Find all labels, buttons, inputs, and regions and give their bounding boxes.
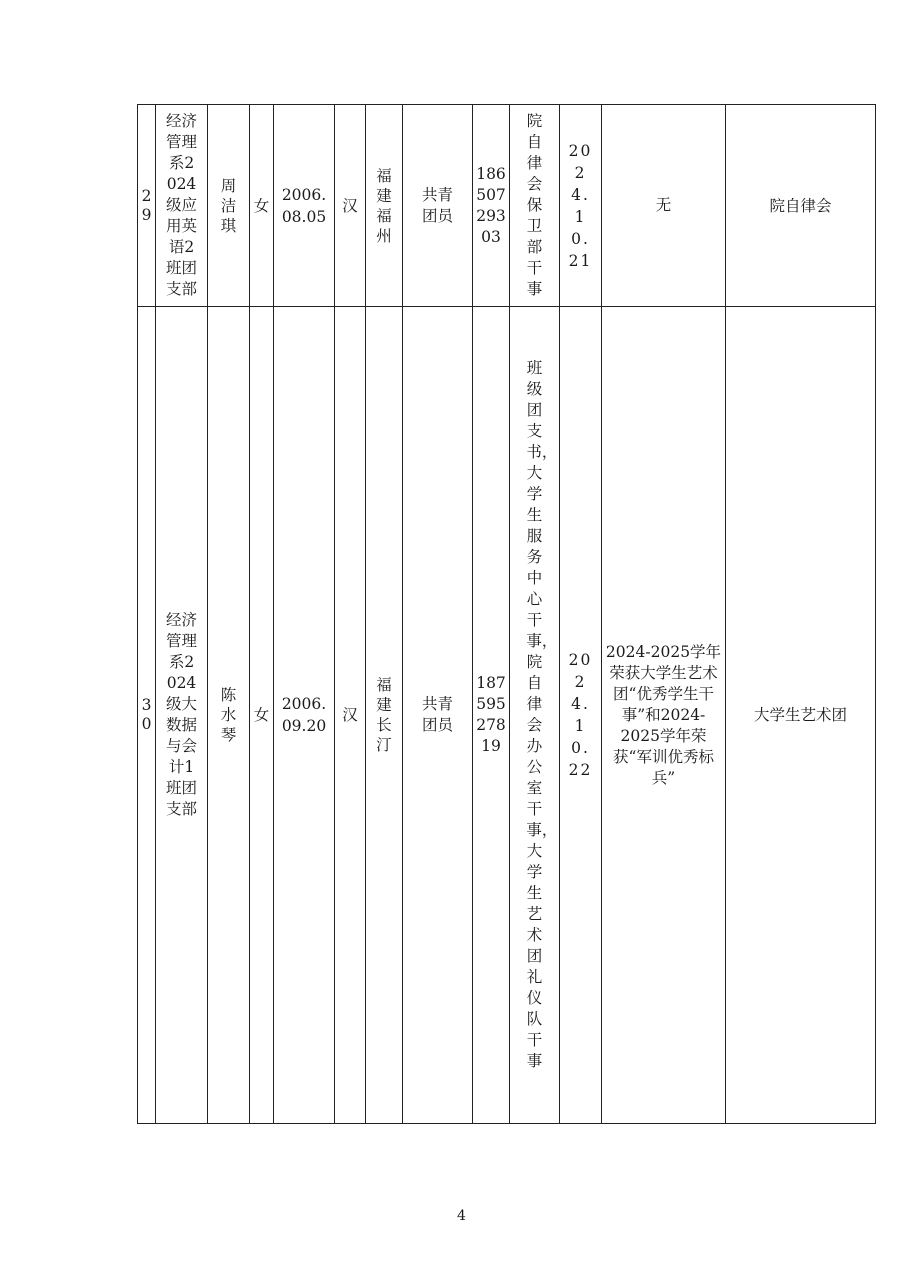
award-cell: 2024-2025学年荣获大学生艺术团“优秀学生干事”和2024-2025学年荣获“军训优秀标兵” [602,307,726,1124]
index-cell: 29 [138,105,156,307]
origin-cell: 福建长汀 [366,307,403,1124]
award-cell: 无 [602,105,726,307]
department-cell: 经济管理系2024级大数据与会计1班团支部 [156,307,208,1124]
name-cell: 陈水琴 [208,307,250,1124]
table-row [138,307,876,1124]
time-cell: 2024.10.22 [560,307,602,1124]
name-cell: 周洁琪 [208,105,250,307]
politics-cell: 共青团员 [403,307,473,1124]
index-cell: 30 [138,307,156,1124]
phone-cell: 18650729303 [473,105,510,307]
gender-cell: 女 [250,105,274,307]
duty-cell: 院自律会保卫部干事 [510,105,560,307]
duty-cell: 班级团支书，大学生服务中心干事，院自律会办公室干事，大学生艺术团礼仪队干事 [510,307,560,1124]
organization-cell: 院自律会 [726,105,876,307]
time-cell: 2024.10.21 [560,105,602,307]
table-row [138,105,876,307]
phone-cell: 18759527819 [473,307,510,1124]
origin-cell: 福建福州 [366,105,403,307]
politics-cell: 共青团员 [403,105,473,307]
birth-cell: 2006.09.20 [274,307,335,1124]
gender-cell: 女 [250,307,274,1124]
page-number: 4 [457,1208,466,1224]
ethnicity-cell: 汉 [335,307,366,1124]
organization-cell: 大学生艺术团 [726,307,876,1124]
birth-cell: 2006.08.05 [274,105,335,307]
department-cell: 经济管理系2024级应用英语2班团支部 [156,105,208,307]
roster-table [137,104,876,1124]
ethnicity-cell: 汉 [335,105,366,307]
